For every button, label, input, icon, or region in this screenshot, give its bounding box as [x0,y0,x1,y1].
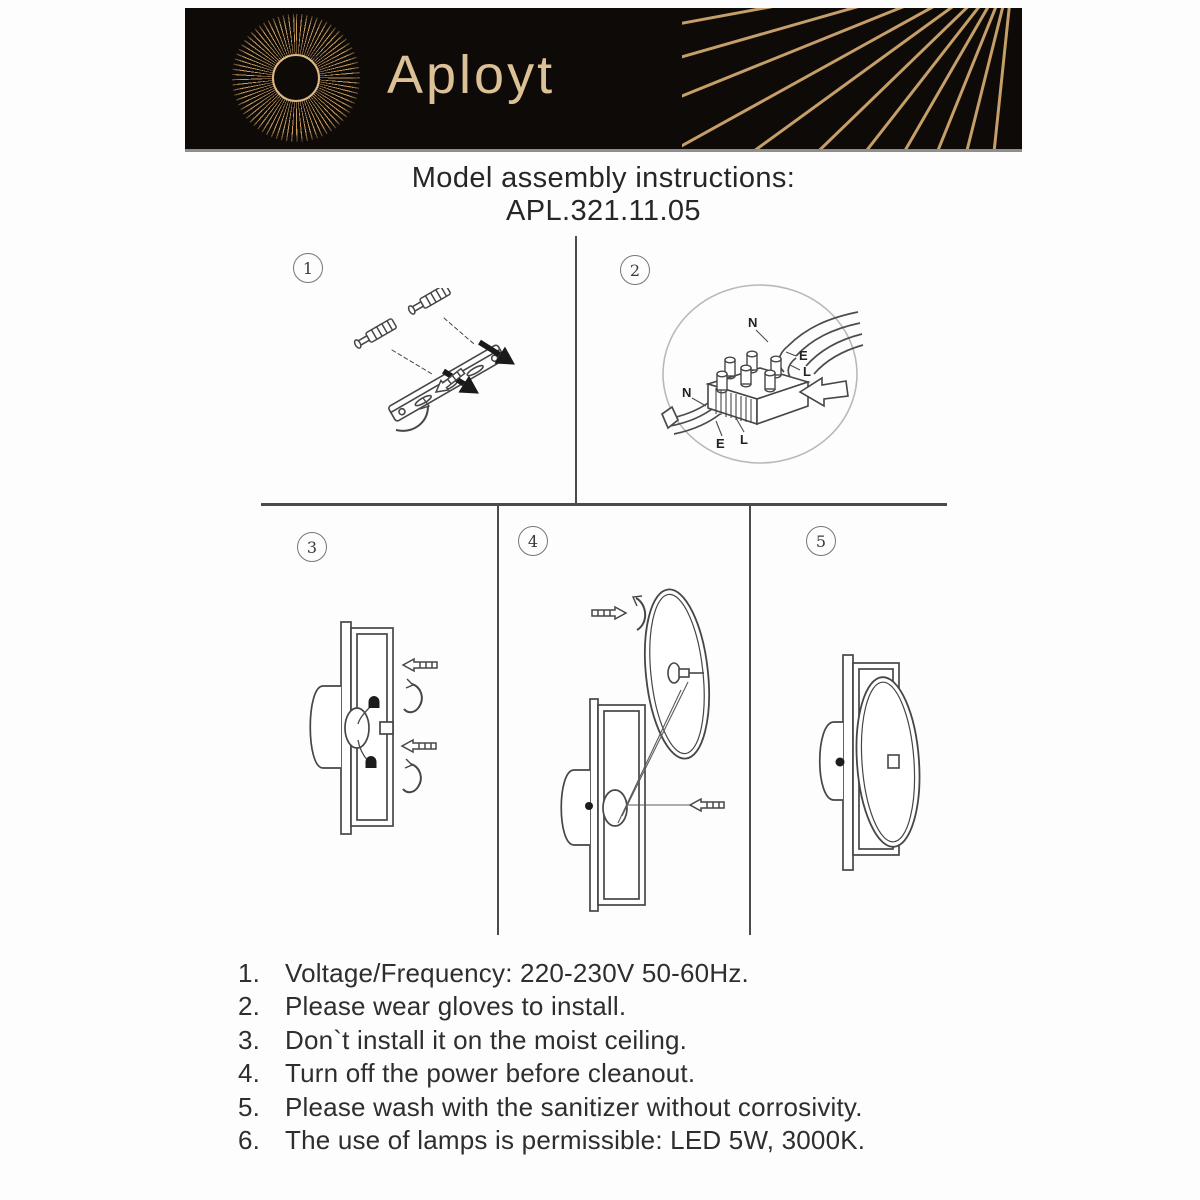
step-1-badge: 1 [293,253,323,283]
instruction-text: The use of lamps is permissible: LED 5W, 3000K. [285,1125,866,1156]
brand-banner [185,8,1022,152]
wire-label-e-right: E [799,348,808,363]
wire-label-l-right: L [803,364,811,379]
fan-rays-icon [682,8,1022,149]
panel-divider-top-vertical [575,236,577,504]
wire-label-n-top: N [748,315,758,330]
instruction-number: 2. [238,991,261,1022]
instruction-text: Please wear gloves to install. [285,991,627,1022]
wire-label-l-bottom: L [740,432,748,447]
panel-divider-bottom-vertical-1 [497,506,499,935]
model-number: APL.321.11.05 [506,195,701,227]
step-3-diagram [294,610,459,845]
step-4-badge: 4 [518,526,548,556]
instruction-text: Voltage/Frequency: 220-230V 50-60Hz. [285,958,749,988]
instruction-number: 4. [238,1058,261,1089]
step-3-badge: 3 [297,532,327,562]
instruction-item [238,957,1018,990]
instruction-item [238,990,1018,1023]
instruction-text: Please wash with the sanitizer without corrosivity. [285,1091,863,1122]
step-2-diagram [654,266,866,478]
instruction-item [238,1057,1018,1090]
instructions-list [238,957,1018,1157]
instruction-number: 6. [238,1125,261,1156]
instruction-text: Don`t install it on the moist ceiling. [285,1024,688,1055]
wire-label-n-left: N [682,385,692,400]
panel-divider-bottom-vertical-2 [749,506,751,935]
instruction-item [238,1124,1018,1157]
instruction-text: Turn off the power before cleanout. [285,1058,696,1089]
step-4-diagram [538,576,743,921]
instruction-item [238,1024,1018,1057]
instruction-number: 5. [238,1091,261,1122]
step-5-diagram [793,643,943,883]
wire-label-e-bottom: E [716,436,725,451]
instruction-number: 1. [238,958,261,988]
brand-name: Aployt [387,45,556,105]
instructions-title: Model assembly instructions: [411,162,796,194]
step-1-diagram [340,288,550,460]
panel-divider-horizontal [261,503,947,506]
instruction-item [238,1091,1018,1124]
rotate-arrow-icon [633,596,645,630]
instruction-number: 3. [238,1024,261,1055]
step-5-badge: 5 [806,526,836,556]
step-2-badge: 2 [620,255,650,285]
sunburst-logo-icon [232,14,360,142]
